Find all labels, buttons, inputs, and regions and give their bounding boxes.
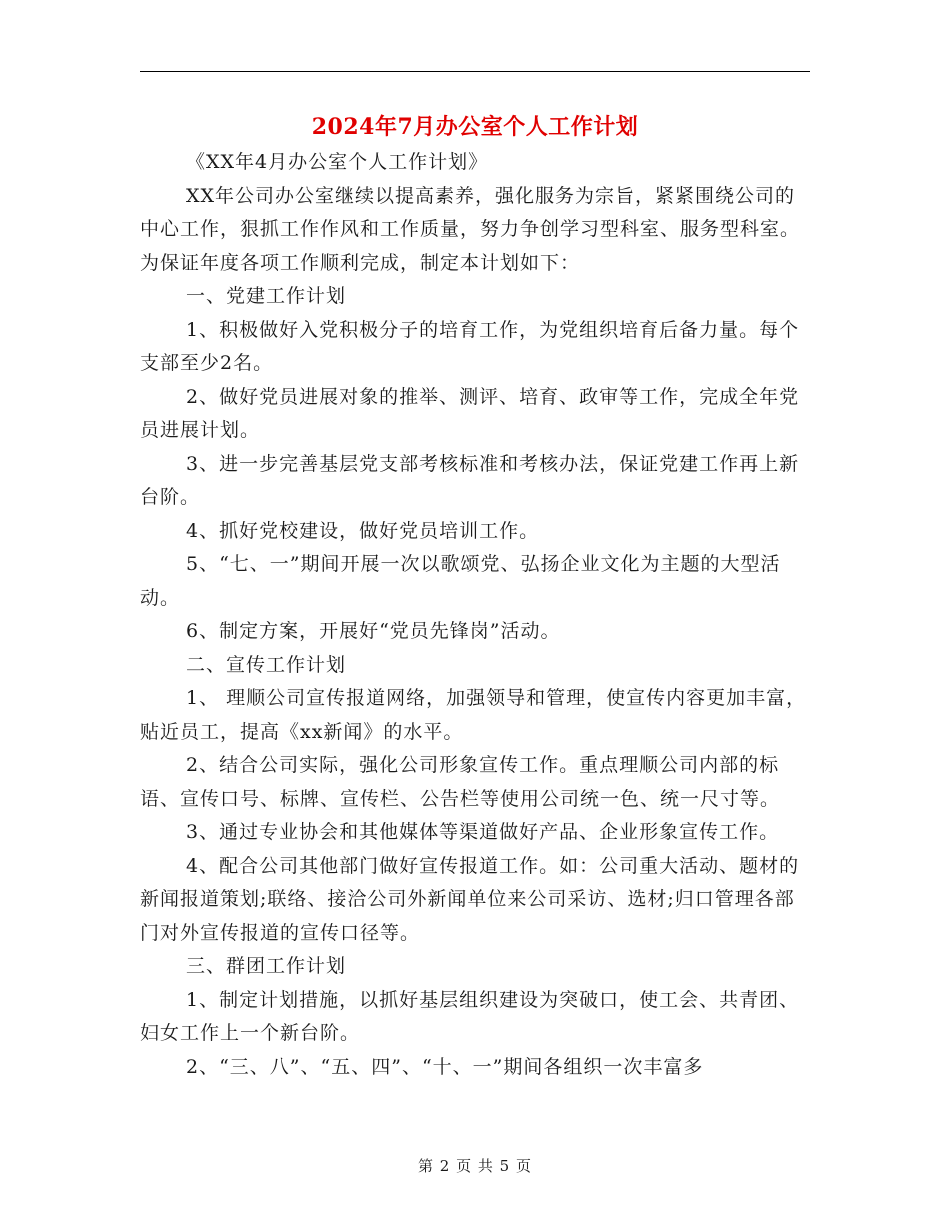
paragraph-item: 3、进一步完善基层党支部考核标准和考核办法，保证党建工作再上新台阶。 [140,452,800,508]
paragraph-item: 2、做好党员进展对象的推举、测评、培育、政审等工作，完成全年党员进展计划。 [140,385,800,441]
paragraph-item: 6、制定方案，开展好“党员先锋岗”活动。 [186,620,561,642]
section-heading-publicity: 二、宣传工作计划 [186,653,347,676]
paragraph-item: 3、通过专业协会和其他媒体等渠道做好产品、企业形象宣传工作。 [186,821,780,843]
paragraph-item: 2、结合公司实际，强化公司形象宣传工作。重点理顺公司内部的标语、宣传口号、标牌、宣传栏、公告栏等使用公司统一色、统一尺寸等。 [140,754,781,810]
paragraph-item: 4、配合公司其他部门做好宣传报道工作。如：公司重大活动、题材的新闻报道策划;联络、接洽公司外新闻单位来公司采访、选材;归口管理各部门对外宣传报道的宣传口径等。 [140,854,800,944]
paragraph-subtitle: 《XX年4月办公室个人工作计划》 [186,151,489,173]
section-heading-party: 一、党建工作计划 [186,285,347,307]
page-number-footer: 第 2 页 共 5 页 [418,1157,532,1175]
paragraph-item: 5、“七、一”期间开展一次以歌颂党、弘扬企业文化为主题的大型活动。 [140,553,781,609]
document-body [140,146,812,1084]
section-heading-groups: 三、群团工作计划 [186,955,347,977]
document-title: 2024年7月办公室个人工作计划 [311,114,639,140]
paragraph-intro: XX年公司办公室继续以提高素养，强化服务为宗旨，紧紧围绕公司的中心工作，狠抓工作作风和工作质量，努力争创学习型科室、服务型科室。为保证年度各项工作顺利完成，制定本计划如下： [140,184,801,274]
paragraph-item: 1、积极做好入党积极分子的培育工作，为党组织培育后备力量。每个支部至少2名。 [140,318,800,374]
paragraph-item: 2、“三、八”、“五、四”、“十、一”期间各组织一次丰富多 [186,1055,704,1078]
paragraph-item: 4、抓好党校建设，做好党员培训工作。 [186,519,540,542]
paragraph-item: 1、制定计划措施，以抓好基层组织建设为突破口，使工会、共青团、妇女工作上一个新台阶。 [140,988,800,1044]
paragraph-item: 1、 理顺公司宣传报道网络，加强领导和管理，使宣传内容更加丰富，贴近员工，提高《xx新闻》的水平。 [140,687,807,743]
header-rule [140,71,810,72]
